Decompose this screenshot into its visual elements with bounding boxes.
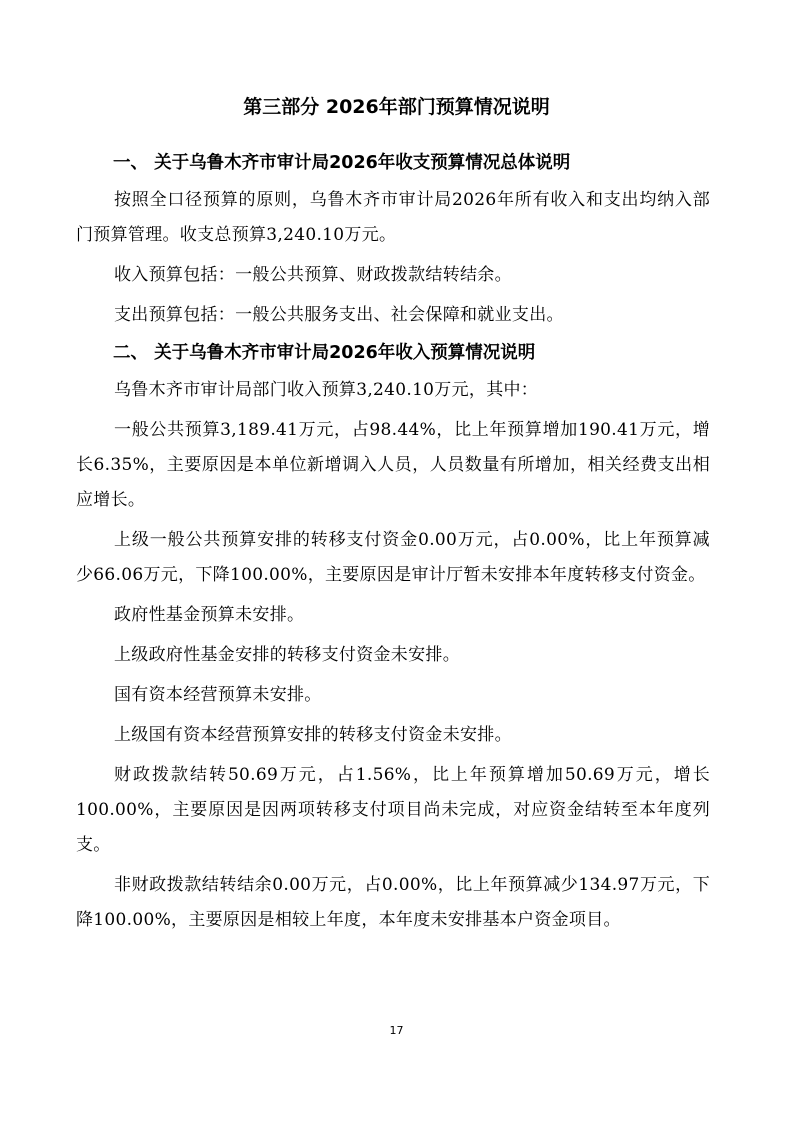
paragraph: 收入预算包括：一般公共预算、财政拨款结转结余。 xyxy=(114,265,512,285)
paragraph: 上级国有资本经营预算安排的转移支付资金未安排。 xyxy=(114,725,512,745)
document-body xyxy=(76,148,710,943)
section-heading-2: 二、 关于乌鲁木齐市审计局2026年收入预算情况说明 xyxy=(113,343,536,363)
paragraph: 国有资本经营预算未安排。 xyxy=(114,685,322,705)
paragraph: 财政拨款结转50.69万元，占1.56%，比上年预算增加50.69万元，增长100.00%，主要原因是因两项转移支付项目尚未完成，对应资金结转至本年度列支。 xyxy=(76,765,710,855)
paragraph: 乌鲁木齐市审计局部门收入预算3,240.10万元，其中： xyxy=(114,380,539,400)
paragraph: 非财政拨款结转结余0.00万元，占0.00%，比上年预算减少134.97万元，下降100.00%，主要原因是相较上年度，本年度未安排基本户资金项目。 xyxy=(76,875,710,930)
paragraph: 按照全口径预算的原则，乌鲁木齐市审计局2026年所有收入和支出均纳入部门预算管理。收支总预算3,240.10万元。 xyxy=(76,190,710,245)
paragraph: 政府性基金预算未安排。 xyxy=(114,605,305,625)
page-title: 第三部分 2026年部门预算情况说明 xyxy=(243,96,550,118)
paragraph: 一般公共预算3,189.41万元，占98.44%，比上年预算增加190.41万元，增长6.35%，主要原因是本单位新增调入人员，人员数量有所增加，相关经费支出相应增长。 xyxy=(76,420,710,510)
paragraph: 支出预算包括：一般公共服务支出、社会保障和就业支出。 xyxy=(114,305,564,325)
page-number: 17 xyxy=(389,1024,404,1037)
paragraph: 上级一般公共预算安排的转移支付资金0.00万元，占0.00%，比上年预算减少66.06万元，下降100.00%，主要原因是审计厅暂未安排本年度转移支付资金。 xyxy=(76,530,710,585)
paragraph: 上级政府性基金安排的转移支付资金未安排。 xyxy=(114,645,460,665)
section-heading-1: 一、 关于乌鲁木齐市审计局2026年收支预算情况总体说明 xyxy=(113,153,571,173)
